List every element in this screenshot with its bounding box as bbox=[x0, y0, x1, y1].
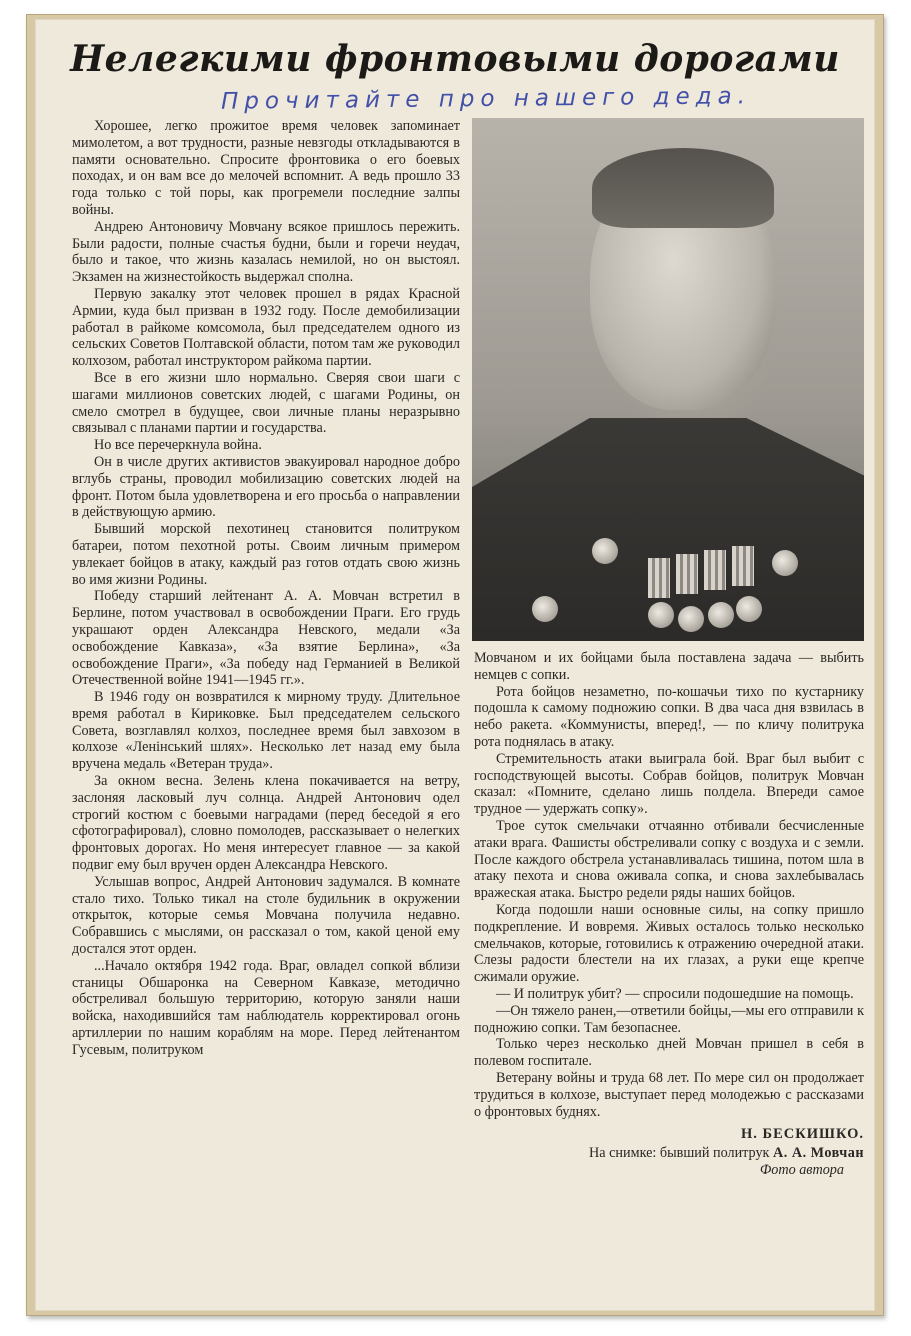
newspaper-clipping bbox=[36, 20, 874, 1310]
paragraph: Все в его жизни шло нормально. Сверяя свои шаги с шагами миллионов советских людей, с шагами Родины, он смело смотрел в будущее, свои личные планы неразрывно связывал с планами партии и государства. bbox=[72, 369, 460, 437]
caption-prefix: На снимке: бывший политрук bbox=[589, 1145, 770, 1162]
medal-icon bbox=[736, 596, 762, 622]
photo-credit: Фото автора bbox=[759, 1161, 844, 1178]
medal-icon bbox=[648, 602, 674, 628]
paragraph: — И политрук убит? — спросили подошедшие на помощь. bbox=[496, 985, 854, 1002]
portrait-photo bbox=[472, 118, 864, 641]
medal-icon bbox=[592, 538, 618, 564]
medal-ribbon bbox=[732, 546, 754, 586]
paragraph: Услышав вопрос, Андрей Антонович задумался. В комнате стало тихо. Только тикал на столе будильник в окружении открыток, которые семья Мовчана получила недавно. Собравшись с мыслями, он рассказал о том, какой ценой ему достался этот орден. bbox=[72, 873, 460, 958]
paragraph: Мовчаном и их бойцами была поставлена задача — выбить немцев с сопки. bbox=[474, 650, 864, 683]
headline: Нелегкими фронтовыми дорогами bbox=[70, 38, 840, 80]
handwritten-note: Прочитайте про нашего деда. bbox=[220, 83, 752, 115]
author-signature: Н. БЕСКИШКО. bbox=[740, 1126, 864, 1143]
paragraph: Он в числе других активистов эвакуировал народное добро вглубь страны, проводил мобилизацию советских людей на фронт. Потом была удовлетворена и его просьба о направлении в действующую армию. bbox=[72, 453, 460, 521]
photo-caption bbox=[474, 1145, 864, 1162]
order-icon bbox=[532, 596, 558, 622]
paragraph: Когда подошли наши основные силы, на сопку пришло подкрепление. И вовремя. Живых осталось только несколько смельчаков, которые, готовились к отражению очередной атаки. Слезы радости блестели на их глазах, а руки еще крепче сжимали оружие. bbox=[474, 901, 864, 986]
paragraph: Андрею Антоновичу Мовчану всякое пришлось пережить. Были радости, полные счастья будни, были и горечи неудач, было и такое, что жизнь казалась немилой, но он выстоял. Экзамен на жизнестойкость выдержал сполна. bbox=[72, 218, 460, 286]
medal-icon bbox=[708, 602, 734, 628]
medal-ribbon bbox=[648, 558, 670, 598]
paragraph: В 1946 году он возвратился к мирному труду. Длительное время работал в Кириковке. Был председателем сельского Совета, возглавлял колхоз, последнее время был завхозом в колхозе «Ленінський шлях». Несколько лет назад ему была вручена медаль «Ветеран труда». bbox=[72, 689, 460, 773]
medal-ribbon bbox=[676, 554, 698, 594]
mounting-board bbox=[26, 14, 884, 1316]
paragraph: Бывший морской пехотинец становится политруком батареи, потом пехотной роты. Своим личным примером увлекает бойцов в атаку, каждый раз готов отдать свою жизнь во имя жизни Родины. bbox=[72, 521, 460, 588]
paragraph: Стремительность атаки выиграла бой. Враг был выбит с господствующей высоты. Собрав бойцов, политрук Мовчан сказал: «Помните, сделано лишь полдела. Впереди самое трудное — удержать сопку». bbox=[474, 750, 864, 818]
paragraph: Первую закалку этот человек прошел в рядах Красной Армии, куда был призван в 1932 году. После демобилизации работал в райкоме комсомола, был председателем одного из сельских Советов Полтавской области, потом там же руководил колхозом, работал инструктором райкома партии. bbox=[72, 285, 460, 370]
medal-icon bbox=[678, 606, 704, 632]
photo-hair bbox=[592, 148, 774, 228]
caption-name: А. А. Мовчан bbox=[772, 1145, 864, 1162]
paragraph: Только через несколько дней Мовчан пришел в себя в полевом госпитале. bbox=[474, 1036, 864, 1070]
paragraph: Трое суток смельчаки отчаянно отбивали бесчисленные атаки врага. Фашисты обстреливали сопку с воздуха и с земли. После каждого обстрела устанавливалась тишина, потом шла в атаку пехота и снова оживала сопка, и снова захлебывалась вражеская атака. Быстро редели ряды наших бойцов. bbox=[474, 817, 864, 902]
paragraph: Ветерану войны и труда 68 лет. По мере сил он продолжает трудиться в колхозе, выступает перед молодежью с рассказами о фронтовых буднях. bbox=[474, 1069, 864, 1120]
article-column-left bbox=[72, 118, 460, 1059]
paragraph: Хорошее, легко прожитое время человек запоминает мимолетом, а вот трудности, разные невзгоды откладываются в памяти основательно. Спросите фронтовика о его боевых походах, и он вам все до мелочей вспомнит. А ведь прошло 33 года только с той поры, как прогремели последние залпы войны. bbox=[72, 118, 460, 218]
paragraph: —Он тяжело ранен,—ответили бойцы,—мы его отправили к подножию сопки. Там безопаснее. bbox=[474, 1002, 864, 1036]
paragraph: Но все перечеркнула война. bbox=[94, 437, 262, 454]
paragraph: За окном весна. Зелень клена покачивается на ветру, заслоняя ласковый луч солнца. Андрей Антонович одел строгий костюм с боевыми наградами (перед беседой я его сфотографировал), словно помолодев, рассказывает о нелегких фронтовых дорогах. Но меня интересует главное — за какой подвиг ему был вручен орден Александра Невского. bbox=[72, 773, 460, 874]
paragraph: ...Начало октября 1942 года. Враг, овладел сопкой вблизи станицы Обшаронка на Северном Кавказе, методично обстреливал большую территорию, которую заняли наши войска, находившийся там наблюдатель корректировал огонь артиллерии по нашим кораблям на море. Перед лейтенантом Гусевым, политруком bbox=[72, 957, 460, 1058]
medal-icon bbox=[772, 550, 798, 576]
paragraph: Рота бойцов незаметно, по-кошачьи тихо по кустарнику подошла к самому подножию сопки. В два часа дня взвилась в небо ракета. «Коммунисты, вперед!, — по кличу политрука рота поднялась в атаку. bbox=[474, 683, 864, 750]
paragraph: Победу старший лейтенант А. А. Мовчан встретил в Берлине, потом участвовал в освобождении Праги. Его грудь украшают орден Александра Невского, медали «За освобождение Кавказа», «За взятие Берлина», «За освобождение Праги», «За победу над Германией в Великой Отечественной войне 1941—1945 гг.». bbox=[72, 588, 460, 689]
article-column-right bbox=[474, 650, 864, 1179]
medal-ribbon bbox=[704, 550, 726, 590]
